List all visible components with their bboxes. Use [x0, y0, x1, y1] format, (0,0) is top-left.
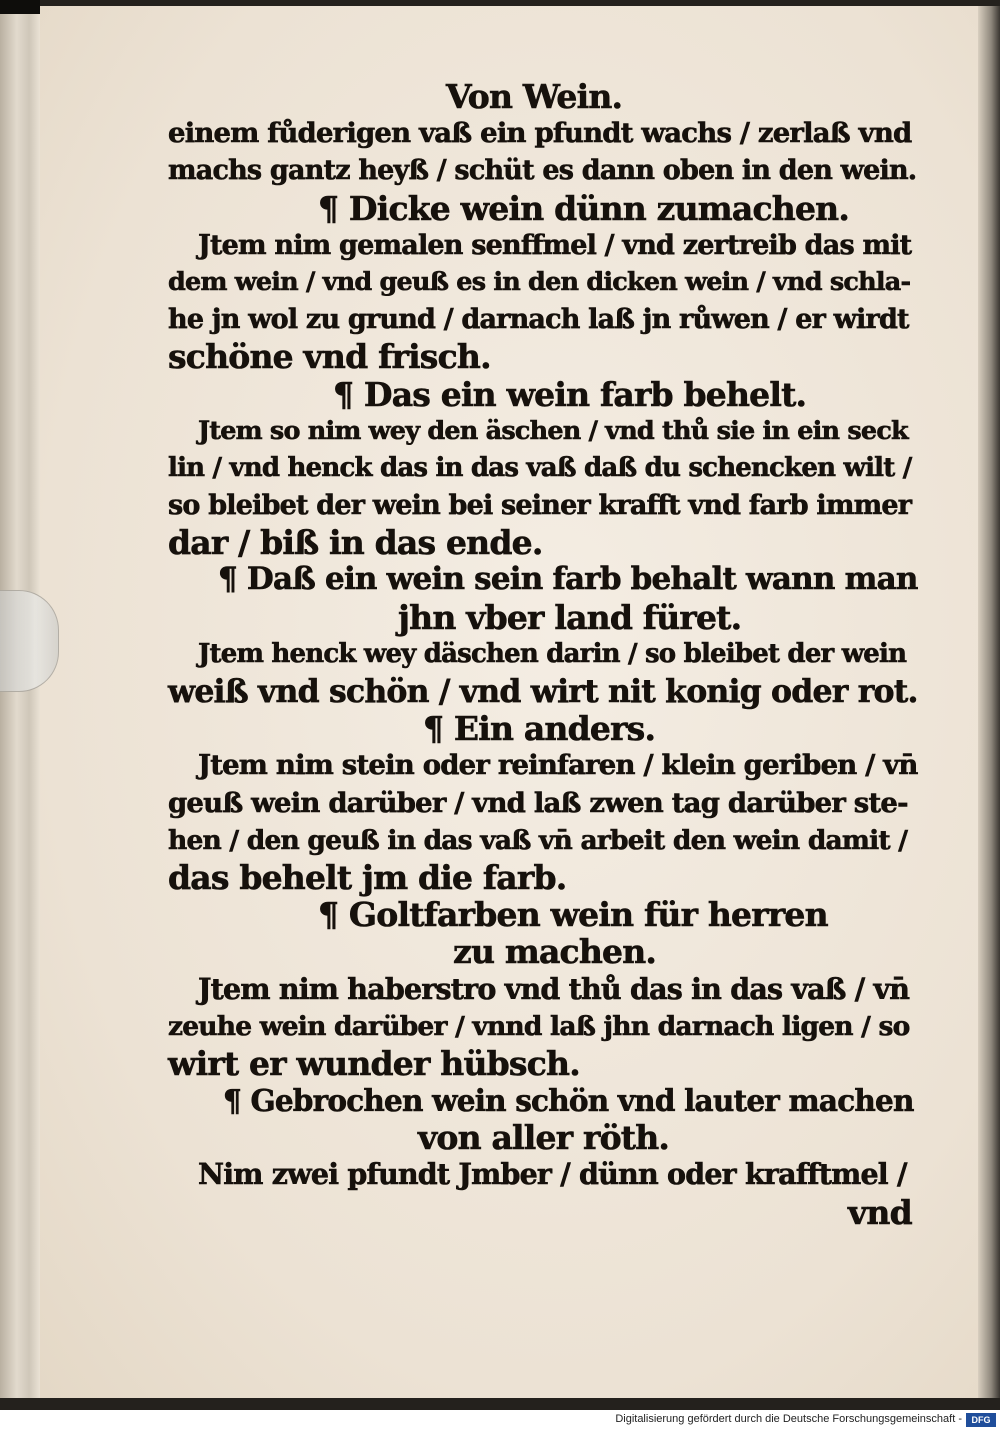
- text-line: Jtem nim gemalen senffmel / vnd zertreib das mit: [198, 229, 912, 261]
- catchword: vnd: [848, 1192, 912, 1232]
- text-line: Jtem nim haberstro vnd thů das in das vaß / vn̄: [198, 971, 910, 1006]
- text-line: das behelt jm die farb.: [168, 857, 567, 897]
- text-line: Jtem nim stein oder reinfaren / klein geriben / vn̄: [198, 749, 918, 782]
- section-heading: ¶ Daß ein wein sein farb behalt wann man: [218, 561, 918, 598]
- section-heading: ¶ Goltfarben wein für herren: [318, 895, 828, 935]
- text-line: Jtem so nim wey den äschen / vnd thů sie in ein seck: [198, 415, 908, 446]
- digitization-footer: [0, 1410, 1000, 1432]
- footer-credit: Digitalisierung gefördert durch die Deutsche Forschungsgemeinschaft -: [615, 1413, 962, 1425]
- section-heading: ¶ Gebrochen wein schön vnd lauter machen: [223, 1083, 914, 1119]
- book-page-edges: [0, 14, 42, 1398]
- text-line: dem wein / vnd geuß es in den dicken wein / vnd schla-: [168, 266, 911, 297]
- text-line: einem fůderigen vaß ein pfundt wachs / zerlaß vnd: [168, 117, 912, 150]
- text-line: geuß wein darüber / vnd laß zwen tag darüber ste-: [168, 786, 908, 819]
- section-heading: ¶ Ein anders.: [423, 709, 656, 749]
- text-line: weiß vnd schön / vnd wirt nit konig oder rot.: [168, 673, 918, 710]
- text-line: Nim zwei pfundt Jmber / dünn oder krafftmel /: [198, 1157, 907, 1192]
- section-heading: ¶ Das ein wein farb behelt.: [333, 374, 807, 414]
- text-line: Jtem henck wey däschen darin / so bleibet der wein: [198, 638, 907, 669]
- text-line: dar / biß in das ende.: [168, 523, 543, 563]
- running-head: Von Wein.: [446, 77, 623, 116]
- text-line: lin / vnd henck das in das vaß daß du schencken wilt /: [168, 452, 912, 483]
- section-heading: ¶ Dicke wein dünn zumachen.: [318, 188, 850, 228]
- section-heading: zu machen.: [453, 932, 657, 972]
- page-clip: [0, 590, 59, 692]
- page-text: [168, 78, 918, 1231]
- text-line: machs gantz heyß / schüt es dann oben in den wein.: [168, 155, 917, 187]
- section-heading: von aller röth.: [418, 1118, 670, 1158]
- text-line: schöne vnd frisch.: [168, 337, 491, 377]
- text-line: hen / den geuß in das vaß vn̄ arbeit den wein damit /: [168, 824, 908, 856]
- dfg-logo-icon: DFG: [966, 1413, 996, 1427]
- text-line: he jn wol zu grund / darnach laß jn růwen / er wirdt: [168, 304, 909, 336]
- text-line: so bleibet der wein bei seiner krafft vnd farb immer: [168, 490, 912, 522]
- text-line: wirt er wunder hübsch.: [168, 1043, 580, 1083]
- book-gutter: [978, 6, 1000, 1398]
- text-line: zeuhe wein darüber / vnnd laß jhn darnach ligen / so: [168, 1010, 910, 1042]
- section-heading: jhn vber land füret.: [398, 597, 742, 637]
